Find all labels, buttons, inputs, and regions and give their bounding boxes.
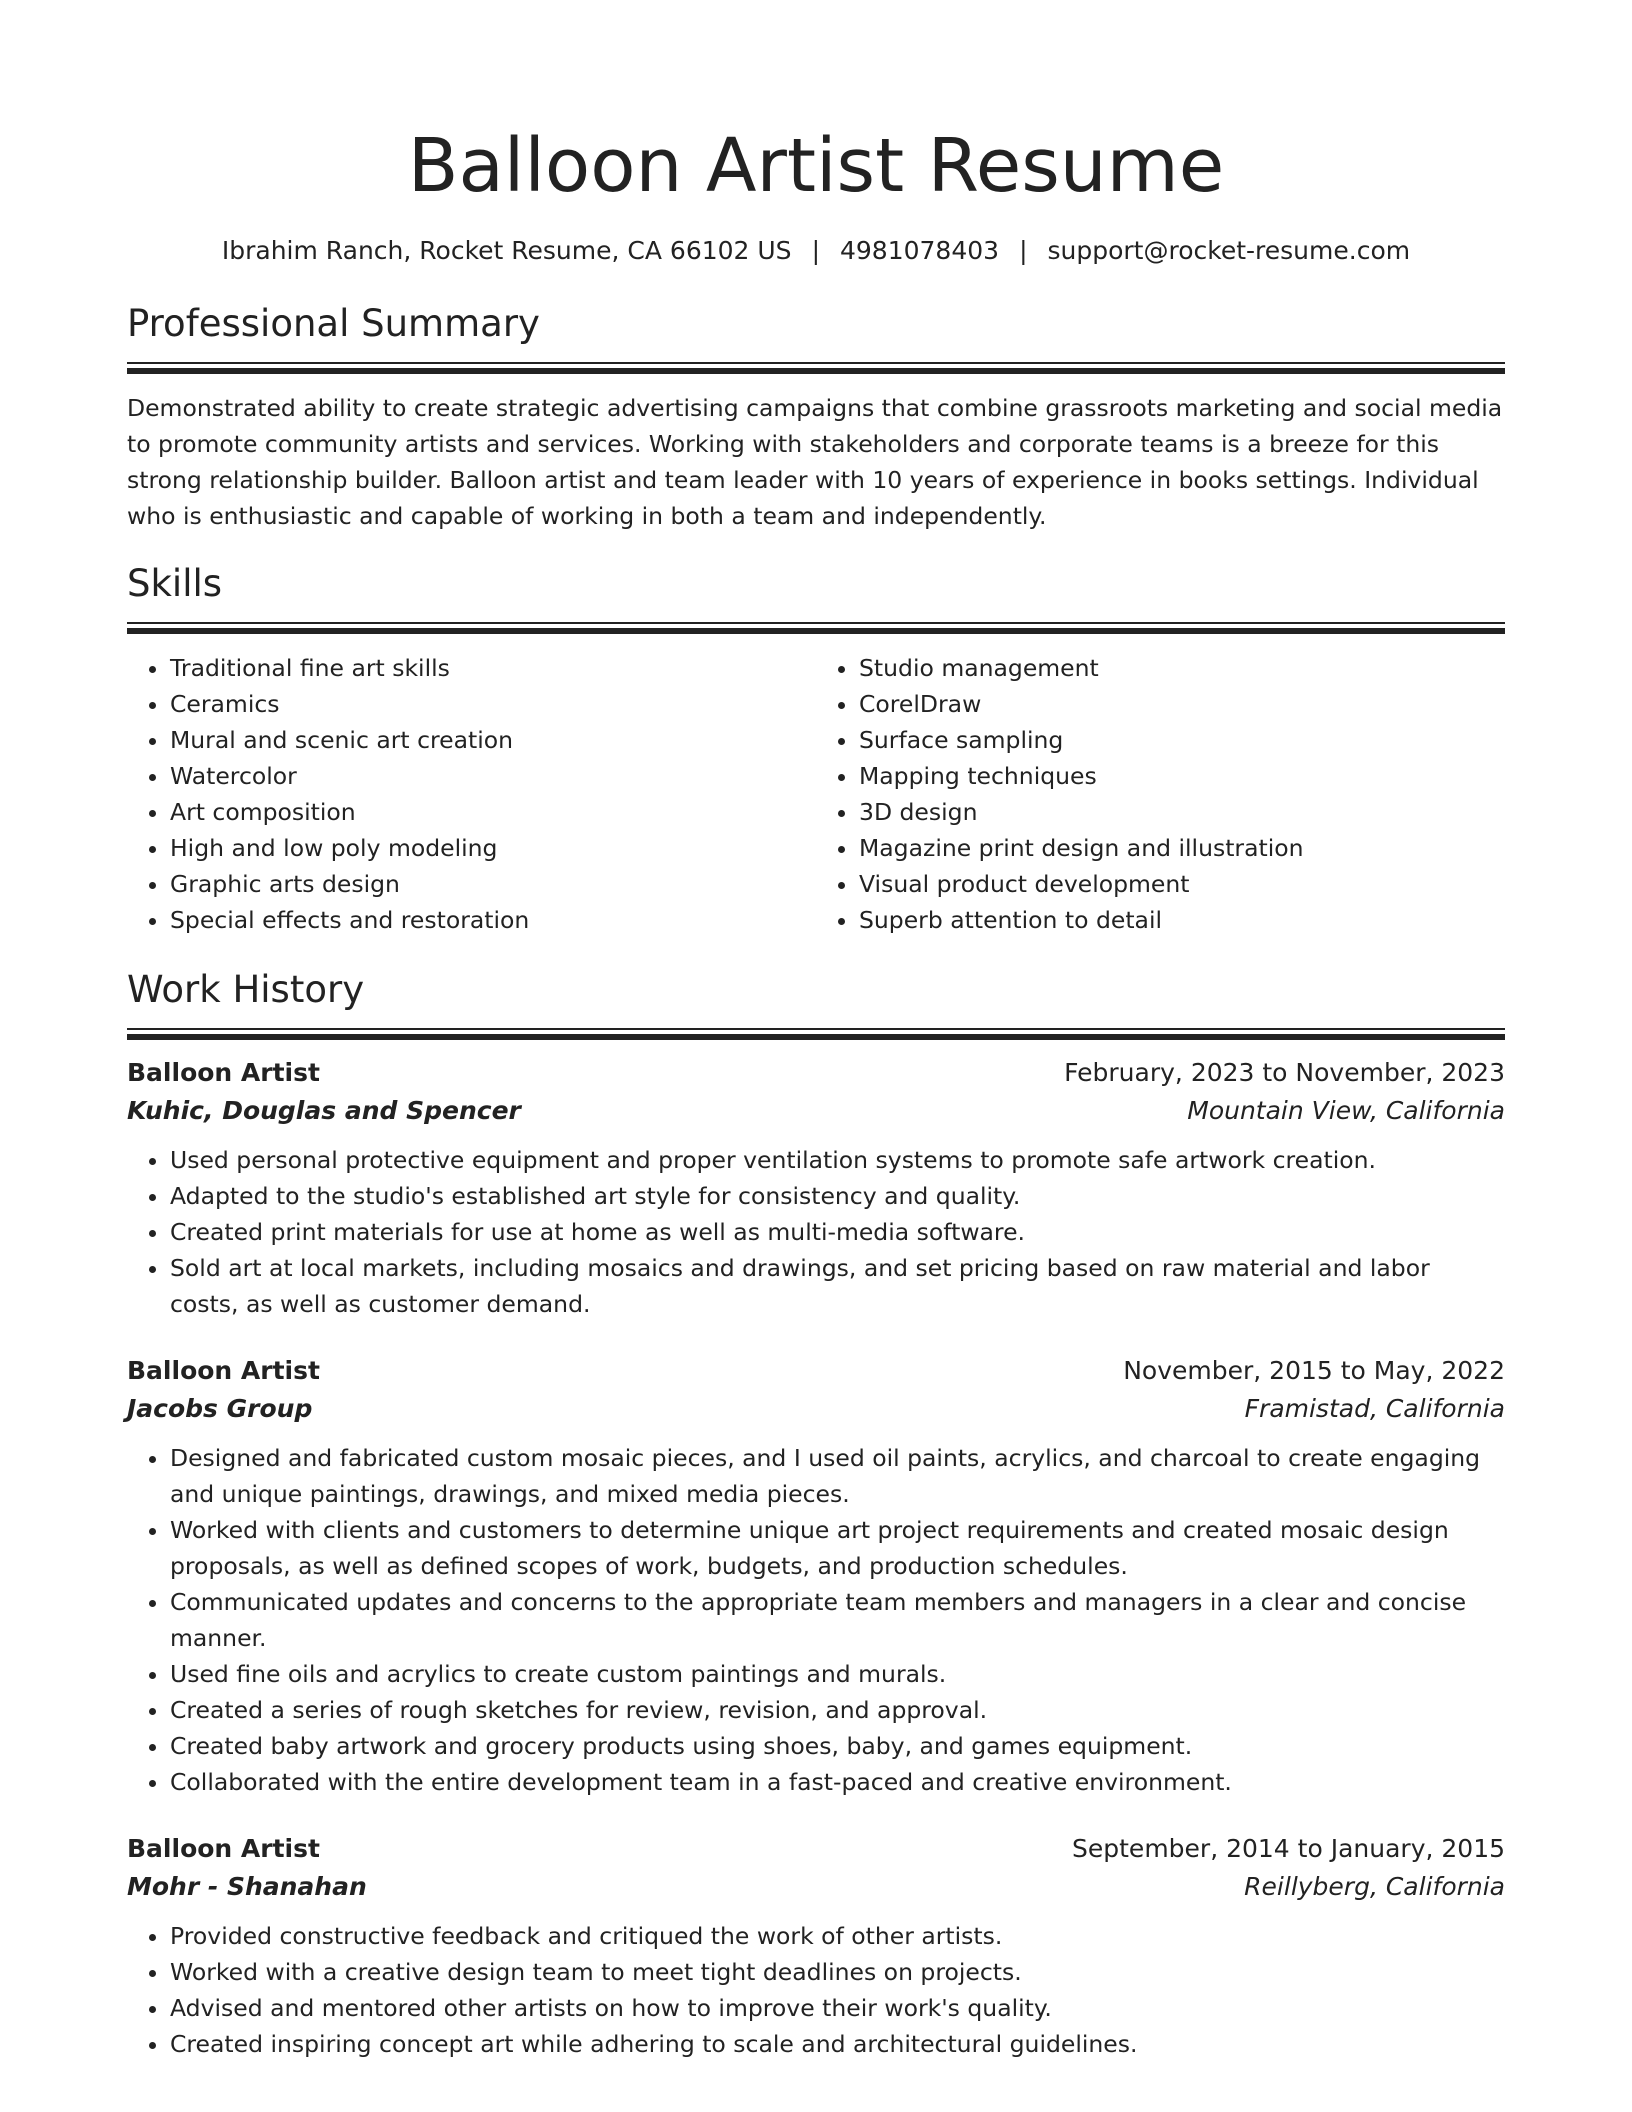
job-bullet: • Used personal protective equipment and proper ventilation systems to promote safe artwork creation. bbox=[170, 1142, 1505, 1178]
skill-item: • 3D design bbox=[859, 794, 1505, 830]
skills-columns bbox=[127, 650, 1505, 938]
job-bullet: • Created a series of rough sketches for review, revision, and approval. bbox=[170, 1692, 1505, 1728]
summary-section bbox=[127, 300, 1505, 534]
skill-item: • Surface sampling bbox=[859, 722, 1505, 758]
job-bullet: • Adapted to the studio's established art style for consistency and quality. bbox=[170, 1178, 1505, 1214]
contact-address: Ibrahim Ranch, Rocket Resume, CA 66102 US bbox=[221, 236, 792, 265]
skills-heading: Skills bbox=[127, 562, 223, 605]
skill-item: • Magazine print design and illustration bbox=[859, 830, 1505, 866]
job-title: Balloon Artist bbox=[127, 1058, 320, 1087]
resume-title: Balloon Artist Resume bbox=[407, 123, 1225, 209]
skill-item: • Superb attention to detail bbox=[859, 902, 1505, 938]
skill-item: • Mural and scenic art creation bbox=[170, 722, 816, 758]
work-heading: Work History bbox=[127, 968, 365, 1011]
job-bullet: • Used fine oils and acrylics to create custom paintings and murals. bbox=[170, 1656, 1505, 1692]
contact-separator: | bbox=[811, 236, 820, 265]
job-company: Mohr - Shanahan bbox=[127, 1872, 367, 1901]
skill-item: • High and low poly modeling bbox=[170, 830, 816, 866]
job-subheader bbox=[127, 1092, 1505, 1130]
skills-section bbox=[127, 560, 1505, 938]
job-location: Mountain View, California bbox=[1187, 1096, 1505, 1125]
job-location: Reillyberg, California bbox=[1244, 1872, 1505, 1901]
summary-text: Demonstrated ability to create strategic advertising campaigns that combine grassroots marketing and social media to promote community artists and services. Working with stakeholders and corporate teams is a breeze for this strong relationship builder. Balloon artist and team leader with 10 years of experience in books settings. Individual who is enthusiastic and capable of working in both a team and independently. bbox=[127, 394, 1503, 530]
job-bullet: • Collaborated with the entire development team in a fast-paced and creative environment. bbox=[170, 1764, 1505, 1800]
job-location: Framistad, California bbox=[1244, 1394, 1505, 1423]
skill-item: • Ceramics bbox=[170, 686, 816, 722]
job-bullet: • Provided constructive feedback and critiqued the work of other artists. bbox=[170, 1918, 1505, 1954]
job-bullet: • Communicated updates and concerns to the appropriate team members and managers in a clear and concise manner. bbox=[170, 1584, 1505, 1656]
job-header bbox=[127, 1830, 1505, 1868]
job-bullet: • Worked with a creative design team to meet tight deadlines on projects. bbox=[170, 1954, 1505, 1990]
job-entry bbox=[127, 1054, 1505, 1322]
contact-separator: | bbox=[1019, 236, 1028, 265]
summary-heading: Professional Summary bbox=[127, 302, 540, 345]
skill-item: • Graphic arts design bbox=[170, 866, 816, 902]
skill-item: • CorelDraw bbox=[859, 686, 1505, 722]
job-entry bbox=[127, 1830, 1505, 2062]
job-bullet: • Created baby artwork and grocery products using shoes, baby, and games equipment. bbox=[170, 1728, 1505, 1764]
work-section bbox=[127, 966, 1505, 2062]
job-header bbox=[127, 1352, 1505, 1390]
job-bullet: • Created print materials for use at home as well as multi-media software. bbox=[170, 1214, 1505, 1250]
contact-line bbox=[127, 234, 1505, 268]
job-title: Balloon Artist bbox=[127, 1356, 320, 1385]
job-bullets bbox=[127, 1142, 1505, 1322]
job-dates: November, 2015 to May, 2022 bbox=[1123, 1356, 1505, 1385]
skills-list-left bbox=[127, 650, 816, 938]
job-bullets bbox=[127, 1918, 1505, 2062]
job-title: Balloon Artist bbox=[127, 1834, 320, 1863]
job-dates: February, 2023 to November, 2023 bbox=[1064, 1058, 1505, 1087]
contact-phone: 4981078403 bbox=[840, 236, 1000, 265]
job-bullet: • Created inspiring concept art while adhering to scale and architectural guidelines. bbox=[170, 2026, 1505, 2062]
job-entry bbox=[127, 1352, 1505, 1800]
section-divider bbox=[127, 1028, 1505, 1040]
skill-item: • Art composition bbox=[170, 794, 816, 830]
job-bullet: • Worked with clients and customers to determine unique art project requirements and created mosaic design proposals, as well as defined scopes of work, budgets, and production schedules. bbox=[170, 1512, 1505, 1584]
skill-item: • Visual product development bbox=[859, 866, 1505, 902]
job-bullet: • Designed and fabricated custom mosaic pieces, and I used oil paints, acrylics, and charcoal to create engaging and unique paintings, drawings, and mixed media pieces. bbox=[170, 1440, 1505, 1512]
job-subheader bbox=[127, 1390, 1505, 1428]
job-company: Jacobs Group bbox=[127, 1394, 313, 1423]
job-bullet: • Advised and mentored other artists on how to improve their work's quality. bbox=[170, 1990, 1505, 2026]
skill-item: • Traditional fine art skills bbox=[170, 650, 816, 686]
skill-item: • Studio management bbox=[859, 650, 1505, 686]
job-bullet: • Sold art at local markets, including mosaics and drawings, and set pricing based on raw material and labor costs, as well as customer demand. bbox=[170, 1250, 1505, 1322]
job-dates: September, 2014 to January, 2015 bbox=[1072, 1834, 1505, 1863]
skill-item: • Watercolor bbox=[170, 758, 816, 794]
skill-item: • Mapping techniques bbox=[859, 758, 1505, 794]
contact-email: support@rocket-resume.com bbox=[1047, 236, 1411, 265]
job-header bbox=[127, 1054, 1505, 1092]
skill-item: • Special effects and restoration bbox=[170, 902, 816, 938]
section-divider bbox=[127, 622, 1505, 634]
skills-list-right bbox=[816, 650, 1505, 938]
job-company: Kuhic, Douglas and Spencer bbox=[127, 1096, 521, 1125]
job-subheader bbox=[127, 1868, 1505, 1906]
section-divider bbox=[127, 362, 1505, 374]
job-bullets bbox=[127, 1440, 1505, 1800]
